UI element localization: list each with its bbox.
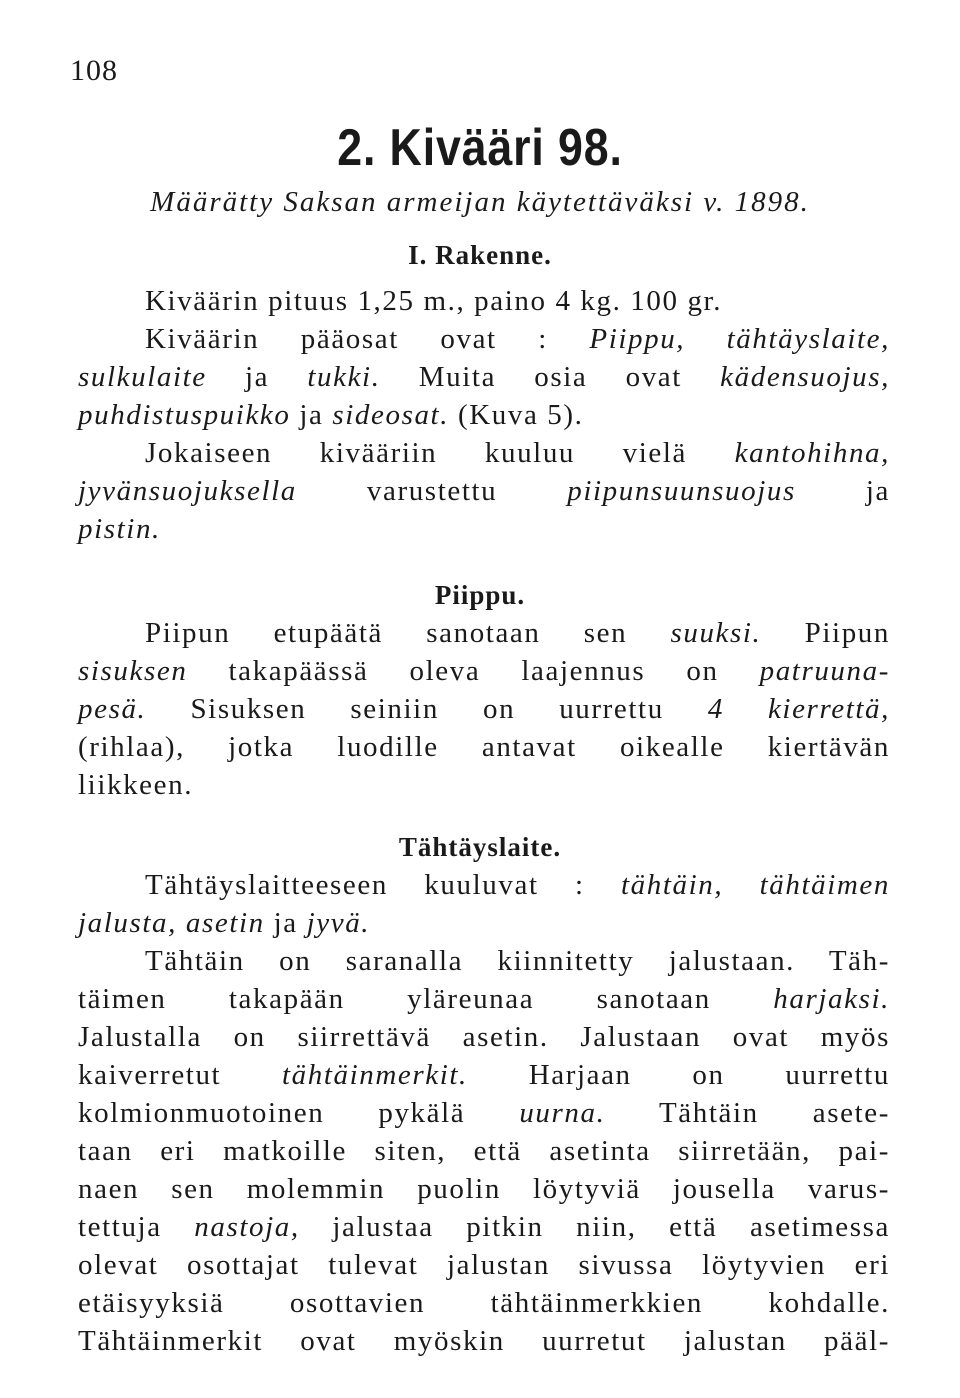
- tahtayslaite-line-1: Tähtäyslaitteeseen kuuluvat : tähtäin, tähtäimen: [145, 869, 890, 901]
- tahtayslaite-line-12: etäisyyksiä osottavien tähtäinmerkkien kohdalle.: [78, 1287, 890, 1319]
- tahtayslaite-line-3: Tähtäin on saranalla kiinnitetty jalustaan. Täh-: [145, 945, 890, 977]
- piippu-line-1: Piipun etupäätä sanotaan sen suuksi. Piipun: [145, 617, 890, 649]
- tahtayslaite-line-5: Jalustalla on siirrettävä asetin. Jalustaan ovat myös: [78, 1021, 890, 1053]
- chapter-title: 2. Kivääri 98.: [337, 119, 623, 177]
- tahtayslaite-line-4: täimen takapään yläreunaa sanotaan harjaksi.: [78, 983, 890, 1015]
- piippu-line-5: liikkeen.: [78, 769, 194, 801]
- tahtayslaite-line-2: jalusta, asetin ja jyvä.: [78, 907, 371, 939]
- tahtayslaite-line-6: kaiverretut tähtäinmerkit. Harjaan on uurrettu: [78, 1059, 890, 1091]
- intro-line-5: Jokaiseen kivääriin kuuluu vielä kantohihna,: [145, 437, 890, 469]
- intro-line-1: Kiväärin pituus 1,25 m., paino 4 kg. 100 gr.: [145, 285, 723, 317]
- chapter-subtitle: Määrätty Saksan armeijan käytettäväksi v. 1898.: [150, 186, 810, 218]
- tahtayslaite-line-8: taan eri matkoille siten, että asetinta siirretään, pai-: [78, 1135, 890, 1167]
- tahtayslaite-line-13: Tähtäinmerkit ovat myöskin uurretut jalustan pääl-: [78, 1325, 890, 1357]
- intro-line-3: sulkulaite ja tukki. Muita osia ovat kädensuojus,: [78, 361, 890, 393]
- piippu-line-3: pesä. Sisuksen seiniin on uurrettu 4 kierrettä,: [78, 693, 890, 725]
- intro-line-4: puhdistuspuikko ja sideosat. (Kuva 5).: [78, 399, 584, 431]
- page-number: 108: [70, 54, 118, 87]
- part-heading: I. Rakenne.: [408, 240, 552, 270]
- intro-line-7: pistin.: [78, 513, 161, 545]
- piippu-line-2: sisuksen takapäässä oleva laajennus on patruuna-: [78, 655, 890, 687]
- section-heading-piippu: Piippu.: [434, 580, 526, 610]
- section-heading-tahtayslaite: Tähtäyslaite.: [398, 832, 562, 862]
- tahtayslaite-line-10: tettuja nastoja, jalustaa pitkin niin, että asetimessa: [78, 1211, 891, 1243]
- tahtayslaite-line-7: kolmionmuotoinen pykälä uurna. Tähtäin asete-: [78, 1097, 890, 1129]
- tahtayslaite-line-9: naen sen molemmin puolin löytyviä jousella varus-: [78, 1173, 890, 1205]
- intro-line-2: Kiväärin pääosat ovat : Piippu, tähtäyslaite,: [145, 323, 891, 355]
- intro-line-6: jyvänsuojuksella varustettu piipunsuunsuojus ja: [78, 475, 890, 507]
- piippu-line-4: (rihlaa), jotka luodille antavat oikealle kiertävän: [78, 731, 890, 763]
- tahtayslaite-line-11: olevat osottajat tulevat jalustan sivussa löytyvien eri: [78, 1249, 890, 1281]
